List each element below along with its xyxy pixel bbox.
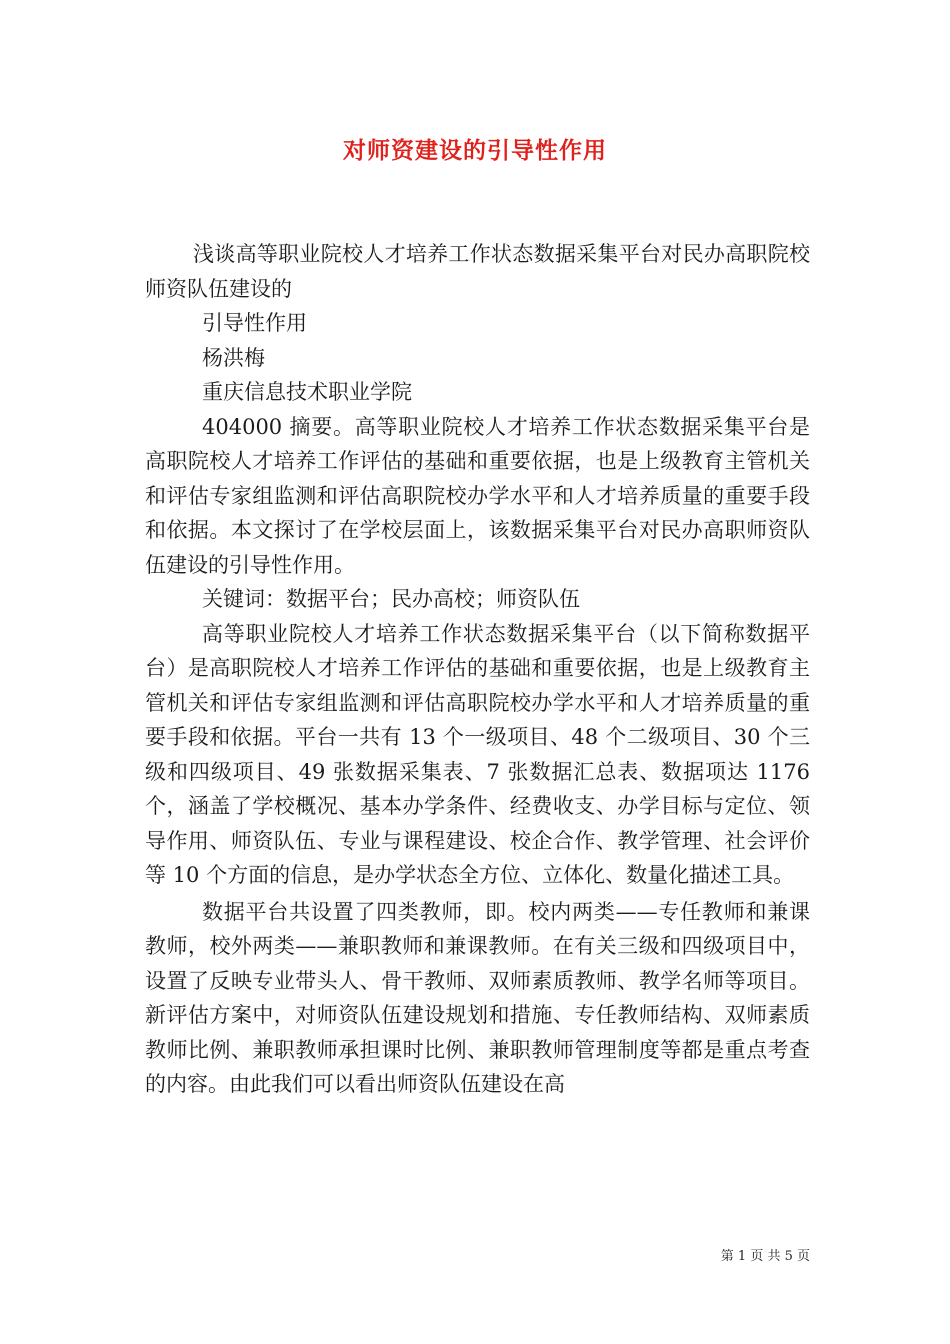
page-number-footer: 第 1 页 共 5 页 xyxy=(720,1249,810,1264)
author-affiliation: 重庆信息技术职业学院 xyxy=(202,380,412,404)
paragraph-intro-title: 浅谈高等职业院校人才培养工作状态数据采集平台对民办高职院校师资队伍建设的 xyxy=(145,242,810,301)
abstract-paragraph: 404000 摘要。高等职业院校人才培养工作状态数据采集平台是高职院校人才培养工作评估的基础和重要依据，也是上级教育主管机关和评估专家组监测和评估高职院校办学水平和人才培养质量的重要手段和依据。本文探讨了在学校层面上，该数据采集平台对民办高职师资队伍建设的引导性作用。 xyxy=(145,414,810,577)
page-title: 对师资建设的引导性作用 xyxy=(343,138,607,164)
author-name: 杨洪梅 xyxy=(202,345,265,370)
keywords-line: 关键词：数据平台；民办高校；师资队伍 xyxy=(202,587,580,611)
body-paragraph-1: 高等职业院校人才培养工作状态数据采集平台（以下简称数据平台）是高职院校人才培养工作评估的基础和重要依据，也是上级教育主管机关和评估专家组监测和评估高职院校办学水平和人才培养质量的重要手段和依据。平台一共有 13 个一级项目、48 个二级项目、30 个三级和四级项目、49 张数据采集表、7 张数据汇总表、数据项达 1176 个，涵盖了学校概况、基本办学条件、经费收支、办学目标与定位、领导作用、师资队伍、专业与课程建设、校企合作、教学管理、社会评价等 10 个方面的信息，是办学状态全方位、立体化、数量化描述工具。 xyxy=(145,621,810,887)
body-paragraph-2: 数据平台共设置了四类教师，即。校内两类——专任教师和兼课教师，校外两类——兼职教师和兼课教师。在有关三级和四级项目中，设置了反映专业带头人、骨干教师、双师素质教师、教学名师等项目。新评估方案中，对师资队伍建设规划和措施、专任教师结构、双师素质教师比例、兼职教师承担课时比例、兼职教师管理制度等都是重点考查的内容。由此我们可以看出师资队伍建设在高 xyxy=(145,899,810,1096)
paragraph-subtitle: 引导性作用 xyxy=(202,311,307,335)
document-body xyxy=(145,237,810,1102)
